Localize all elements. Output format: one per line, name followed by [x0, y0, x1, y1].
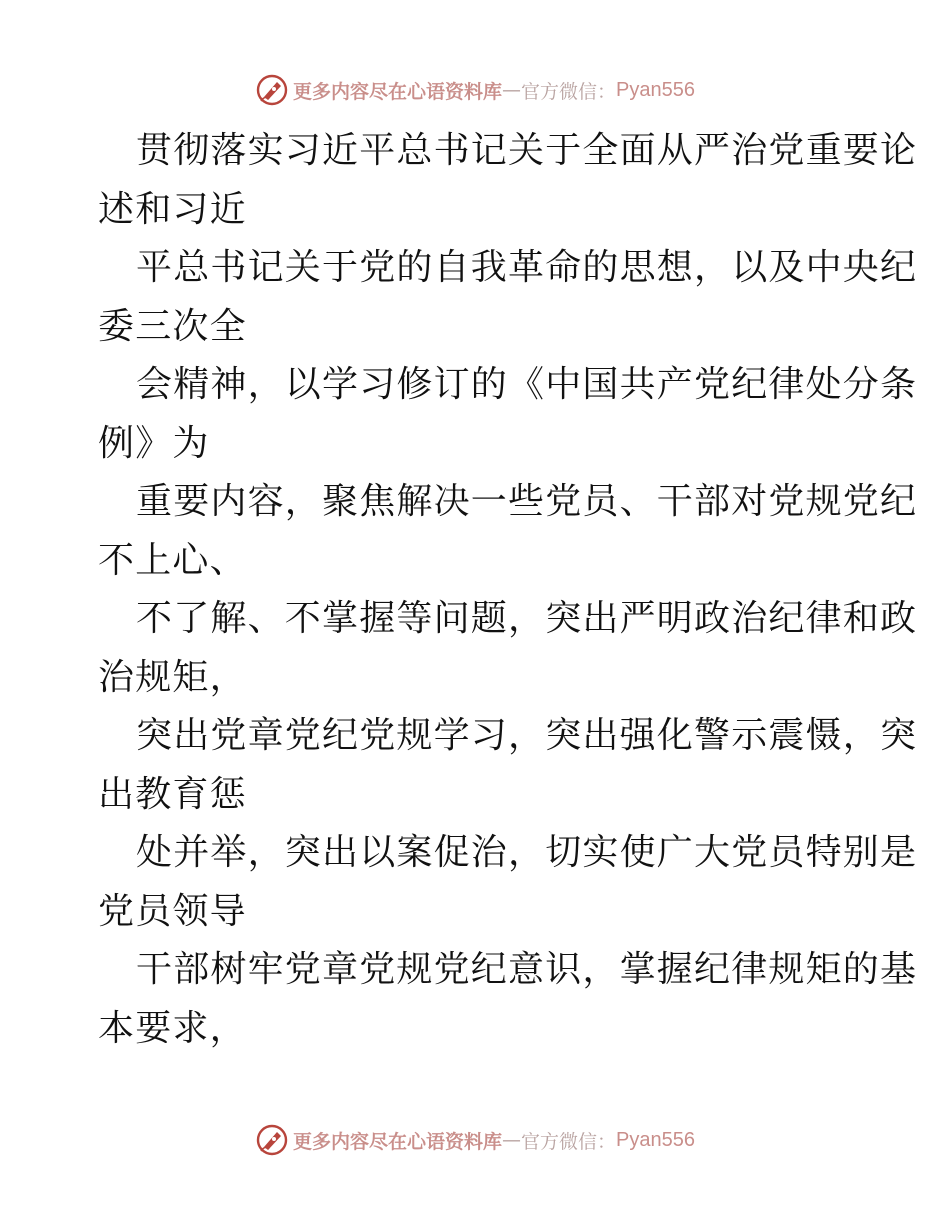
- footer-banner: [0, 1120, 950, 1160]
- body-line: 委三次全: [98, 305, 247, 347]
- footer-wechat-label: 官方微信：: [521, 1130, 617, 1153]
- footer-separator: —: [502, 1129, 522, 1151]
- body-line: 会精神，以学习修订的《中国共产党纪律处分条: [136, 364, 918, 405]
- footer-wechat-id: Pyan556: [616, 1128, 695, 1151]
- body-line: 不了解、不掌握等问题，突出严明政治纪律和政: [136, 598, 918, 639]
- body-line: 重要内容，聚焦解决一些党员、干部对党规党纪: [136, 481, 918, 522]
- body-line: 贯彻落实习近平总书记关于全面从严治党重要论: [136, 130, 918, 171]
- pen-nib-logo-icon: [255, 1123, 289, 1157]
- header-wechat-id: Pyan556: [616, 78, 695, 101]
- header-separator: —: [502, 79, 522, 101]
- body-line: 平总书记关于党的自我革命的思想，以及中央纪: [136, 247, 918, 288]
- pen-nib-logo-icon: [255, 73, 289, 107]
- document-body: [98, 122, 918, 1058]
- body-line: 党员领导: [98, 890, 247, 932]
- body-line: 处并举，突出以案促治，切实使广大党员特别是: [136, 832, 918, 873]
- body-line: 本要求，: [98, 1007, 247, 1049]
- body-line: 治规矩，: [98, 656, 247, 698]
- header-banner: [0, 70, 950, 110]
- body-line: 述和习近: [98, 188, 247, 230]
- header-brand-text: 更多内容尽在心语资料库: [293, 80, 503, 103]
- body-line: 不上心、: [98, 539, 247, 581]
- body-line: 例》为: [98, 422, 210, 464]
- body-line: 干部树牢党章党规党纪意识，掌握纪律规矩的基: [136, 949, 918, 990]
- header-wechat-label: 官方微信：: [521, 80, 617, 103]
- footer-brand-text: 更多内容尽在心语资料库: [293, 1130, 503, 1153]
- body-line: 出教育惩: [98, 773, 247, 815]
- body-line: 突出党章党纪党规学习，突出强化警示震慑，突: [136, 715, 918, 756]
